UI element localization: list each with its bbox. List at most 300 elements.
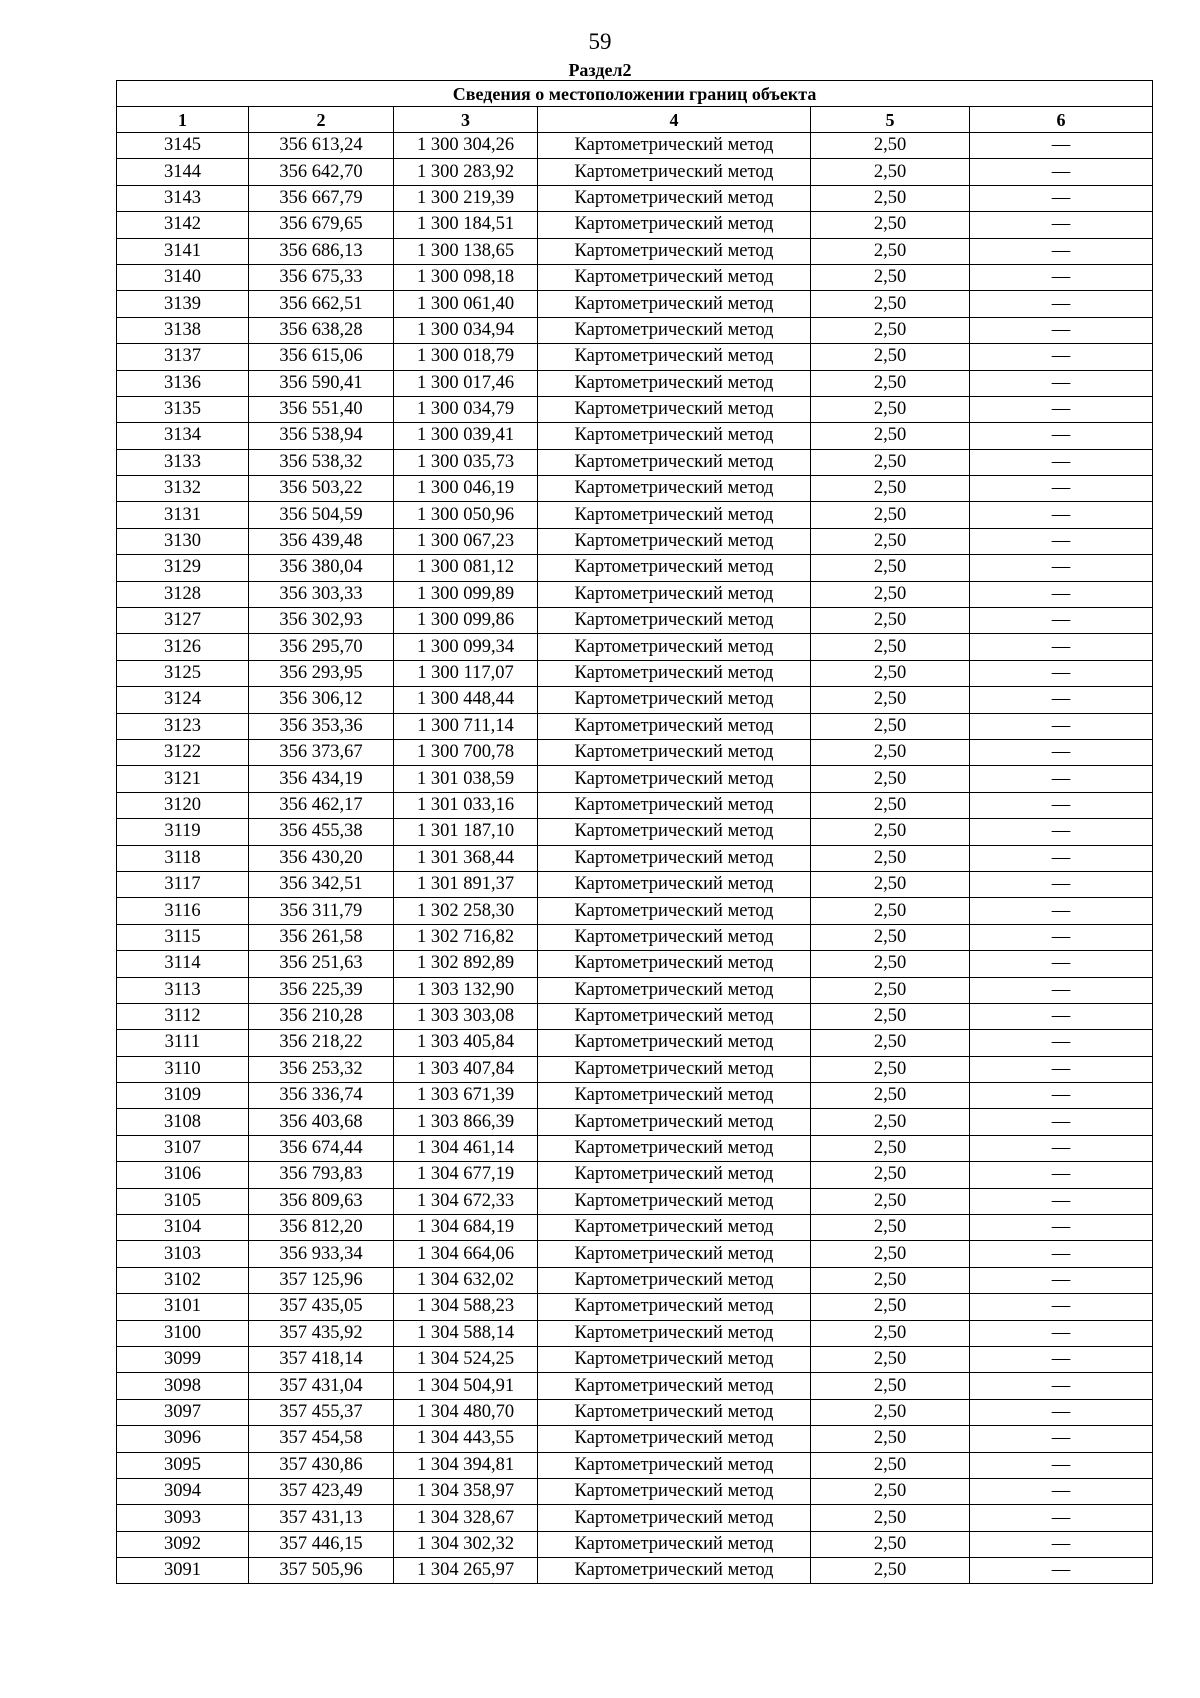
method-cell: Картометрический метод xyxy=(538,766,811,792)
table-row xyxy=(117,1320,1153,1346)
accuracy-cell: 2,50 xyxy=(811,238,970,264)
accuracy-cell: 2,50 xyxy=(811,1056,970,1082)
point-number-cell: 3107 xyxy=(117,1135,249,1161)
description-cell: — xyxy=(970,1294,1153,1320)
description-cell: — xyxy=(970,1426,1153,1452)
description-cell: — xyxy=(970,660,1153,686)
x-coordinate-cell: 356 439,48 xyxy=(249,528,394,554)
x-coordinate-cell: 356 933,34 xyxy=(249,1241,394,1267)
y-coordinate-cell: 1 302 892,89 xyxy=(394,951,538,977)
x-coordinate-cell: 356 503,22 xyxy=(249,476,394,502)
table-row xyxy=(117,1505,1153,1531)
description-cell: — xyxy=(970,185,1153,211)
point-number-cell: 3110 xyxy=(117,1056,249,1082)
accuracy-cell: 2,50 xyxy=(811,1346,970,1372)
point-number-cell: 3143 xyxy=(117,185,249,211)
table-row xyxy=(117,1030,1153,1056)
description-cell: — xyxy=(970,634,1153,660)
page-number: 59 xyxy=(588,29,612,54)
accuracy-cell: 2,50 xyxy=(811,555,970,581)
y-coordinate-cell: 1 300 034,79 xyxy=(394,396,538,422)
accuracy-cell: 2,50 xyxy=(811,1083,970,1109)
accuracy-cell: 2,50 xyxy=(811,634,970,660)
y-coordinate-cell: 1 304 443,55 xyxy=(394,1426,538,1452)
accuracy-cell: 2,50 xyxy=(811,133,970,159)
accuracy-cell: 2,50 xyxy=(811,1162,970,1188)
point-number-cell: 3127 xyxy=(117,608,249,634)
table-row xyxy=(117,1478,1153,1504)
description-cell: — xyxy=(970,1241,1153,1267)
y-coordinate-cell: 1 304 461,14 xyxy=(394,1135,538,1161)
description-cell: — xyxy=(970,133,1153,159)
accuracy-cell: 2,50 xyxy=(811,212,970,238)
description-cell: — xyxy=(970,898,1153,924)
method-cell: Картометрический метод xyxy=(538,370,811,396)
y-coordinate-cell: 1 300 099,34 xyxy=(394,634,538,660)
point-number-cell: 3108 xyxy=(117,1109,249,1135)
description-cell: — xyxy=(970,819,1153,845)
description-cell: — xyxy=(970,159,1153,185)
method-cell: Картометрический метод xyxy=(538,1505,811,1531)
method-cell: Картометрический метод xyxy=(538,660,811,686)
table-row xyxy=(117,660,1153,686)
table-row xyxy=(117,739,1153,765)
table-row xyxy=(117,449,1153,475)
y-coordinate-cell: 1 300 138,65 xyxy=(394,238,538,264)
y-coordinate-cell: 1 300 117,07 xyxy=(394,660,538,686)
method-cell: Картометрический метод xyxy=(538,1399,811,1425)
table-row xyxy=(117,1531,1153,1557)
point-number-cell: 3118 xyxy=(117,845,249,871)
description-cell: — xyxy=(970,977,1153,1003)
point-number-cell: 3131 xyxy=(117,502,249,528)
description-cell: — xyxy=(970,1083,1153,1109)
table-row xyxy=(117,1109,1153,1135)
point-number-cell: 3128 xyxy=(117,581,249,607)
accuracy-cell: 2,50 xyxy=(811,924,970,950)
description-cell: — xyxy=(970,1399,1153,1425)
description-cell: — xyxy=(970,1109,1153,1135)
description-cell: — xyxy=(970,739,1153,765)
table-row xyxy=(117,1003,1153,1029)
method-cell: Картометрический метод xyxy=(538,1320,811,1346)
point-number-cell: 3112 xyxy=(117,1003,249,1029)
y-coordinate-cell: 1 304 684,19 xyxy=(394,1215,538,1241)
accuracy-cell: 2,50 xyxy=(811,1294,970,1320)
point-number-cell: 3096 xyxy=(117,1426,249,1452)
description-cell: — xyxy=(970,264,1153,290)
point-number-cell: 3129 xyxy=(117,555,249,581)
y-coordinate-cell: 1 300 034,94 xyxy=(394,317,538,343)
method-cell: Картометрический метод xyxy=(538,528,811,554)
method-cell: Картометрический метод xyxy=(538,1109,811,1135)
point-number-cell: 3104 xyxy=(117,1215,249,1241)
y-coordinate-cell: 1 300 039,41 xyxy=(394,423,538,449)
accuracy-cell: 2,50 xyxy=(811,792,970,818)
x-coordinate-cell: 356 667,79 xyxy=(249,185,394,211)
accuracy-cell: 2,50 xyxy=(811,1188,970,1214)
accuracy-cell: 2,50 xyxy=(811,370,970,396)
y-coordinate-cell: 1 300 035,73 xyxy=(394,449,538,475)
table-row xyxy=(117,1188,1153,1214)
accuracy-cell: 2,50 xyxy=(811,1135,970,1161)
method-cell: Картометрический метод xyxy=(538,1215,811,1241)
method-cell: Картометрический метод xyxy=(538,212,811,238)
description-cell: — xyxy=(970,792,1153,818)
x-coordinate-cell: 356 210,28 xyxy=(249,1003,394,1029)
table-row xyxy=(117,1399,1153,1425)
table-row xyxy=(117,238,1153,264)
table-body xyxy=(117,133,1153,1584)
point-number-cell: 3132 xyxy=(117,476,249,502)
description-cell: — xyxy=(970,1003,1153,1029)
y-coordinate-cell: 1 304 265,97 xyxy=(394,1558,538,1584)
accuracy-cell: 2,50 xyxy=(811,1399,970,1425)
y-coordinate-cell: 1 301 891,37 xyxy=(394,871,538,897)
point-number-cell: 3142 xyxy=(117,212,249,238)
y-coordinate-cell: 1 302 258,30 xyxy=(394,898,538,924)
method-cell: Картометрический метод xyxy=(538,1135,811,1161)
point-number-cell: 3121 xyxy=(117,766,249,792)
point-number-cell: 3115 xyxy=(117,924,249,950)
y-coordinate-cell: 1 304 504,91 xyxy=(394,1373,538,1399)
table-row xyxy=(117,317,1153,343)
table-row xyxy=(117,1215,1153,1241)
point-number-cell: 3092 xyxy=(117,1531,249,1557)
x-coordinate-cell: 357 125,96 xyxy=(249,1267,394,1293)
table-row xyxy=(117,1558,1153,1584)
point-number-cell: 3122 xyxy=(117,739,249,765)
table-row xyxy=(117,581,1153,607)
table-row xyxy=(117,528,1153,554)
x-coordinate-cell: 356 679,65 xyxy=(249,212,394,238)
point-number-cell: 3119 xyxy=(117,819,249,845)
description-cell: — xyxy=(970,502,1153,528)
table-row xyxy=(117,1267,1153,1293)
description-cell: — xyxy=(970,317,1153,343)
point-number-cell: 3113 xyxy=(117,977,249,1003)
point-number-cell: 3095 xyxy=(117,1452,249,1478)
point-number-cell: 3135 xyxy=(117,396,249,422)
method-cell: Картометрический метод xyxy=(538,977,811,1003)
point-number-cell: 3140 xyxy=(117,264,249,290)
boundary-coordinates-table xyxy=(116,80,1153,1584)
y-coordinate-cell: 1 301 038,59 xyxy=(394,766,538,792)
x-coordinate-cell: 357 431,04 xyxy=(249,1373,394,1399)
description-cell: — xyxy=(970,687,1153,713)
table-row xyxy=(117,1135,1153,1161)
method-cell: Картометрический метод xyxy=(538,739,811,765)
y-coordinate-cell: 1 300 448,44 xyxy=(394,687,538,713)
method-cell: Картометрический метод xyxy=(538,608,811,634)
description-cell: — xyxy=(970,1452,1153,1478)
description-cell: — xyxy=(970,1215,1153,1241)
method-cell: Картометрический метод xyxy=(538,581,811,607)
method-cell: Картометрический метод xyxy=(538,871,811,897)
point-number-cell: 3101 xyxy=(117,1294,249,1320)
table-row xyxy=(117,792,1153,818)
y-coordinate-cell: 1 303 671,39 xyxy=(394,1083,538,1109)
description-cell: — xyxy=(970,396,1153,422)
y-coordinate-cell: 1 304 524,25 xyxy=(394,1346,538,1372)
description-cell: — xyxy=(970,1373,1153,1399)
x-coordinate-cell: 356 642,70 xyxy=(249,159,394,185)
method-cell: Картометрический метод xyxy=(538,1003,811,1029)
x-coordinate-cell: 357 454,58 xyxy=(249,1426,394,1452)
method-cell: Картометрический метод xyxy=(538,1030,811,1056)
x-coordinate-cell: 356 261,58 xyxy=(249,924,394,950)
accuracy-cell: 2,50 xyxy=(811,317,970,343)
x-coordinate-cell: 356 353,36 xyxy=(249,713,394,739)
y-coordinate-cell: 1 304 358,97 xyxy=(394,1478,538,1504)
y-coordinate-cell: 1 304 588,23 xyxy=(394,1294,538,1320)
x-coordinate-cell: 357 430,86 xyxy=(249,1452,394,1478)
description-cell: — xyxy=(970,449,1153,475)
method-cell: Картометрический метод xyxy=(538,898,811,924)
table-row xyxy=(117,1373,1153,1399)
x-coordinate-cell: 357 446,15 xyxy=(249,1531,394,1557)
accuracy-cell: 2,50 xyxy=(811,687,970,713)
point-number-cell: 3100 xyxy=(117,1320,249,1346)
description-cell: — xyxy=(970,1056,1153,1082)
point-number-cell: 3144 xyxy=(117,159,249,185)
method-cell: Картометрический метод xyxy=(538,1426,811,1452)
table-row xyxy=(117,370,1153,396)
x-coordinate-cell: 357 505,96 xyxy=(249,1558,394,1584)
table-row xyxy=(117,555,1153,581)
method-cell: Картометрический метод xyxy=(538,264,811,290)
accuracy-cell: 2,50 xyxy=(811,1531,970,1557)
table-row xyxy=(117,1452,1153,1478)
accuracy-cell: 2,50 xyxy=(811,528,970,554)
table-row xyxy=(117,159,1153,185)
y-coordinate-cell: 1 304 632,02 xyxy=(394,1267,538,1293)
description-cell: — xyxy=(970,845,1153,871)
y-coordinate-cell: 1 300 098,18 xyxy=(394,264,538,290)
x-coordinate-cell: 356 295,70 xyxy=(249,634,394,660)
method-cell: Картометрический метод xyxy=(538,555,811,581)
y-coordinate-cell: 1 300 046,19 xyxy=(394,476,538,502)
method-cell: Картометрический метод xyxy=(538,449,811,475)
x-coordinate-cell: 356 225,39 xyxy=(249,977,394,1003)
description-cell: — xyxy=(970,238,1153,264)
method-cell: Картометрический метод xyxy=(538,476,811,502)
x-coordinate-cell: 356 306,12 xyxy=(249,687,394,713)
point-number-cell: 3098 xyxy=(117,1373,249,1399)
point-number-cell: 3136 xyxy=(117,370,249,396)
method-cell: Картометрический метод xyxy=(538,502,811,528)
accuracy-cell: 2,50 xyxy=(811,1320,970,1346)
accuracy-cell: 2,50 xyxy=(811,1426,970,1452)
column-number-2: 2 xyxy=(249,107,394,133)
point-number-cell: 3105 xyxy=(117,1188,249,1214)
table-row xyxy=(117,1083,1153,1109)
point-number-cell: 3145 xyxy=(117,133,249,159)
y-coordinate-cell: 1 303 405,84 xyxy=(394,1030,538,1056)
table-row xyxy=(117,608,1153,634)
point-number-cell: 3134 xyxy=(117,423,249,449)
method-cell: Картометрический метод xyxy=(538,133,811,159)
x-coordinate-cell: 356 793,83 xyxy=(249,1162,394,1188)
point-number-cell: 3139 xyxy=(117,291,249,317)
y-coordinate-cell: 1 300 050,96 xyxy=(394,502,538,528)
accuracy-cell: 2,50 xyxy=(811,1267,970,1293)
table-row xyxy=(117,1162,1153,1188)
accuracy-cell: 2,50 xyxy=(811,449,970,475)
x-coordinate-cell: 356 686,13 xyxy=(249,238,394,264)
accuracy-cell: 2,50 xyxy=(811,1215,970,1241)
method-cell: Картометрический метод xyxy=(538,1558,811,1584)
method-cell: Картометрический метод xyxy=(538,1452,811,1478)
point-number-cell: 3138 xyxy=(117,317,249,343)
method-cell: Картометрический метод xyxy=(538,344,811,370)
x-coordinate-cell: 356 675,33 xyxy=(249,264,394,290)
x-coordinate-cell: 357 455,37 xyxy=(249,1399,394,1425)
x-coordinate-cell: 356 809,63 xyxy=(249,1188,394,1214)
description-cell: — xyxy=(970,581,1153,607)
y-coordinate-cell: 1 303 866,39 xyxy=(394,1109,538,1135)
table-row xyxy=(117,291,1153,317)
point-number-cell: 3141 xyxy=(117,238,249,264)
method-cell: Картометрический метод xyxy=(538,317,811,343)
accuracy-cell: 2,50 xyxy=(811,423,970,449)
point-number-cell: 3133 xyxy=(117,449,249,475)
method-cell: Картометрический метод xyxy=(538,1188,811,1214)
method-cell: Картометрический метод xyxy=(538,1373,811,1399)
description-cell: — xyxy=(970,1030,1153,1056)
point-number-cell: 3137 xyxy=(117,344,249,370)
y-coordinate-cell: 1 300 099,89 xyxy=(394,581,538,607)
y-coordinate-cell: 1 300 018,79 xyxy=(394,344,538,370)
accuracy-cell: 2,50 xyxy=(811,476,970,502)
table-row xyxy=(117,1426,1153,1452)
point-number-cell: 3111 xyxy=(117,1030,249,1056)
description-cell: — xyxy=(970,1188,1153,1214)
y-coordinate-cell: 1 301 368,44 xyxy=(394,845,538,871)
method-cell: Картометрический метод xyxy=(538,1162,811,1188)
point-number-cell: 3125 xyxy=(117,660,249,686)
point-number-cell: 3099 xyxy=(117,1346,249,1372)
x-coordinate-cell: 356 538,32 xyxy=(249,449,394,475)
method-cell: Картометрический метод xyxy=(538,819,811,845)
point-number-cell: 3097 xyxy=(117,1399,249,1425)
table-row xyxy=(117,212,1153,238)
table-row xyxy=(117,502,1153,528)
table-row xyxy=(117,687,1153,713)
x-coordinate-cell: 356 434,19 xyxy=(249,766,394,792)
table-row xyxy=(117,1056,1153,1082)
x-coordinate-cell: 356 662,51 xyxy=(249,291,394,317)
table-row xyxy=(117,1294,1153,1320)
method-cell: Картометрический метод xyxy=(538,1294,811,1320)
x-coordinate-cell: 356 302,93 xyxy=(249,608,394,634)
accuracy-cell: 2,50 xyxy=(811,898,970,924)
description-cell: — xyxy=(970,291,1153,317)
description-cell: — xyxy=(970,1162,1153,1188)
y-coordinate-cell: 1 300 061,40 xyxy=(394,291,538,317)
description-cell: — xyxy=(970,1558,1153,1584)
method-cell: Картометрический метод xyxy=(538,185,811,211)
x-coordinate-cell: 357 418,14 xyxy=(249,1346,394,1372)
accuracy-cell: 2,50 xyxy=(811,159,970,185)
description-cell: — xyxy=(970,1478,1153,1504)
table-row xyxy=(117,1241,1153,1267)
accuracy-cell: 2,50 xyxy=(811,951,970,977)
method-cell: Картометрический метод xyxy=(538,634,811,660)
description-cell: — xyxy=(970,1505,1153,1531)
section-title: Раздел2 xyxy=(568,60,632,80)
description-cell: — xyxy=(970,370,1153,396)
x-coordinate-cell: 356 638,28 xyxy=(249,317,394,343)
method-cell: Картометрический метод xyxy=(538,924,811,950)
accuracy-cell: 2,50 xyxy=(811,845,970,871)
accuracy-cell: 2,50 xyxy=(811,713,970,739)
x-coordinate-cell: 356 462,17 xyxy=(249,792,394,818)
description-cell: — xyxy=(970,713,1153,739)
accuracy-cell: 2,50 xyxy=(811,739,970,765)
description-cell: — xyxy=(970,1531,1153,1557)
y-coordinate-cell: 1 300 099,86 xyxy=(394,608,538,634)
accuracy-cell: 2,50 xyxy=(811,660,970,686)
accuracy-cell: 2,50 xyxy=(811,291,970,317)
x-coordinate-cell: 356 251,63 xyxy=(249,951,394,977)
y-coordinate-cell: 1 304 302,32 xyxy=(394,1531,538,1557)
table-row xyxy=(117,845,1153,871)
table-caption: Сведения о местоположении границ объекта xyxy=(117,81,1153,107)
x-coordinate-cell: 356 504,59 xyxy=(249,502,394,528)
point-number-cell: 3093 xyxy=(117,1505,249,1531)
method-cell: Картометрический метод xyxy=(538,1478,811,1504)
description-cell: — xyxy=(970,423,1153,449)
method-cell: Картометрический метод xyxy=(538,159,811,185)
y-coordinate-cell: 1 300 283,92 xyxy=(394,159,538,185)
table-row xyxy=(117,713,1153,739)
x-coordinate-cell: 356 674,44 xyxy=(249,1135,394,1161)
y-coordinate-cell: 1 300 219,39 xyxy=(394,185,538,211)
accuracy-cell: 2,50 xyxy=(811,581,970,607)
table-row xyxy=(117,1346,1153,1372)
x-coordinate-cell: 356 812,20 xyxy=(249,1215,394,1241)
table-row xyxy=(117,898,1153,924)
description-cell: — xyxy=(970,555,1153,581)
y-coordinate-cell: 1 300 017,46 xyxy=(394,370,538,396)
accuracy-cell: 2,50 xyxy=(811,819,970,845)
y-coordinate-cell: 1 304 328,67 xyxy=(394,1505,538,1531)
y-coordinate-cell: 1 303 303,08 xyxy=(394,1003,538,1029)
method-cell: Картометрический метод xyxy=(538,1346,811,1372)
accuracy-cell: 2,50 xyxy=(811,766,970,792)
accuracy-cell: 2,50 xyxy=(811,1505,970,1531)
accuracy-cell: 2,50 xyxy=(811,977,970,1003)
method-cell: Картометрический метод xyxy=(538,713,811,739)
description-cell: — xyxy=(970,608,1153,634)
x-coordinate-cell: 357 423,49 xyxy=(249,1478,394,1504)
x-coordinate-cell: 357 435,05 xyxy=(249,1294,394,1320)
point-number-cell: 3130 xyxy=(117,528,249,554)
accuracy-cell: 2,50 xyxy=(811,871,970,897)
x-coordinate-cell: 356 303,33 xyxy=(249,581,394,607)
x-coordinate-cell: 356 590,41 xyxy=(249,370,394,396)
method-cell: Картометрический метод xyxy=(538,1056,811,1082)
description-cell: — xyxy=(970,766,1153,792)
y-coordinate-cell: 1 304 664,06 xyxy=(394,1241,538,1267)
accuracy-cell: 2,50 xyxy=(811,344,970,370)
column-number-4: 4 xyxy=(538,107,811,133)
description-cell: — xyxy=(970,1320,1153,1346)
method-cell: Картометрический метод xyxy=(538,1083,811,1109)
description-cell: — xyxy=(970,212,1153,238)
method-cell: Картометрический метод xyxy=(538,845,811,871)
